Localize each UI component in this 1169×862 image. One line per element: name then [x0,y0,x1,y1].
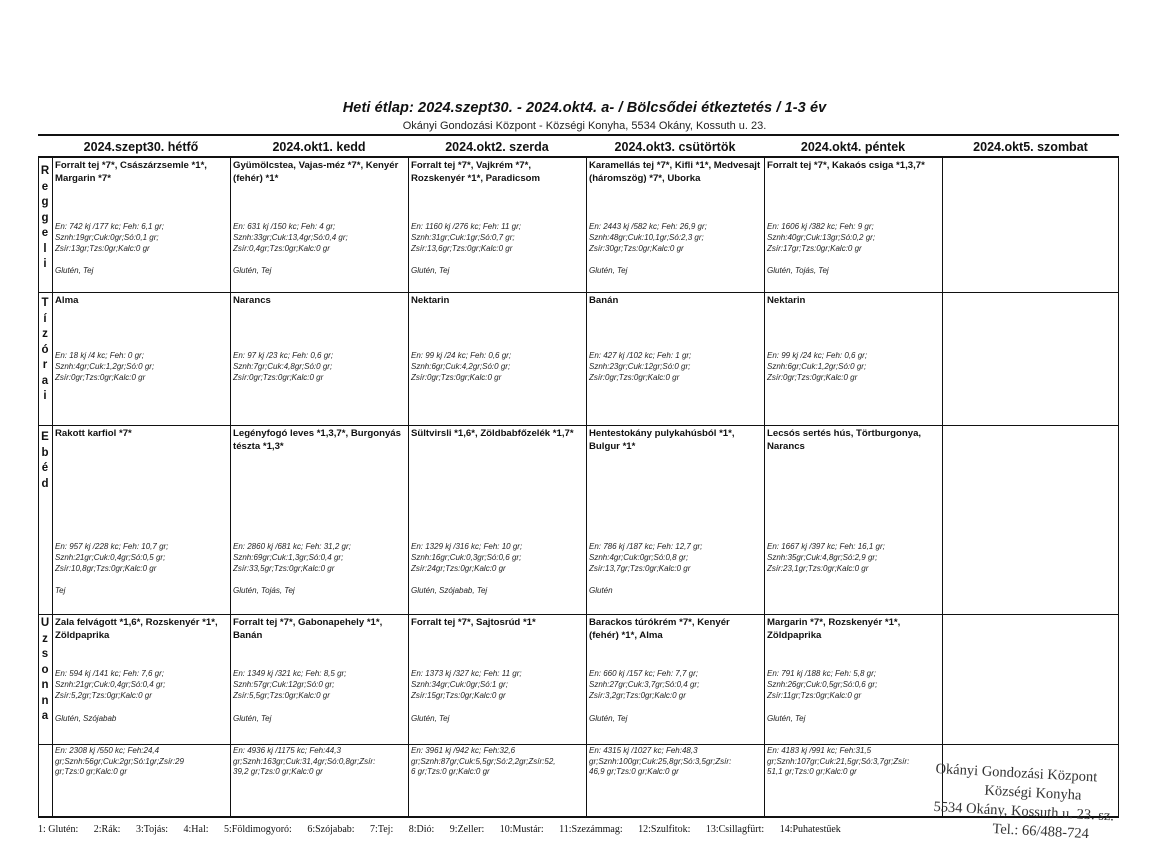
nutrition-line: En: 18 kj /4 kc; Feh: 0 gr; [55,351,144,360]
daily-total-cell [587,745,763,816]
meal-cell [409,158,585,292]
menu-items: Sültvirsli *1,6*, Zöldbabfőzelék *1,7* [411,428,574,439]
nutrition-line: En: 786 kj /187 kc; Feh: 12,7 gr; [589,542,703,551]
menu-items: Rakott karfiol *7* [55,428,132,439]
menu-items: Gyümölcstea, Vajas-méz *7*, Kenyér (fehér) *1* [233,160,399,184]
nutrition-line: Sznh:57gr;Cuk:12gr;Só:0 gr; [233,680,335,689]
legend-item: 9:Zeller: [449,824,485,835]
nutrition-line: En: 1373 kj /327 kc; Feh: 11 gr; [411,669,522,678]
top-rule [38,134,1119,136]
menu-items: Nektarin [767,295,806,306]
nutrition-line: En: 957 kj /228 kc; Feh: 10,7 gr; [55,542,169,551]
nutrition-line: Sznh:6gr;Cuk:4,2gr;Só:0 gr; [411,362,511,371]
nutrition-line: Zsír:0gr;Tzs:0gr;Kalc:0 gr [589,373,680,382]
legend-item: 10:Mustár: [499,824,544,835]
daily-total: En: 4183 kj /991 kc; Feh:31,5 gr;Sznh:107gr;Cuk:21,5gr;Só:3,7gr;Zsír: 51,1 gr;Tzs:0 gr;Kalc:0 gr [767,746,910,776]
nutrition-line: Sznh:4gr;Cuk:0gr;Só:0,8 gr; [589,553,689,562]
nutrition-line: Sznh:21gr;Cuk:0,4gr;Só:0,4 gr; [55,680,166,689]
meal-cell [231,426,407,614]
allergen-list: Glutén, Tej [233,266,272,275]
meal-cell [231,158,407,292]
row-label-tizorai: T í z ó r a i [41,297,49,402]
nutrition-line: En: 631 kj /150 kc; Feh: 4 gr; [233,222,336,231]
legend-item: 11:Szezámmag: [559,824,623,835]
daily-total: En: 2308 kj /550 kc; Feh:24,4 gr;Sznh:56gr;Cuk:2gr;Só:1gr;Zsír:29 gr;Tzs:0 gr;Kalc:0 gr [55,746,184,776]
allergen-list: Glutén, Tej [411,266,450,275]
allergen-list: Glutén, Szójabab [55,714,117,723]
meal-cell [409,615,585,744]
allergen-list: Glutén, Tej [233,714,272,723]
row-label-reggeli: R e g g e l i [40,165,50,270]
nutrition-line: Zsír:0,4gr;Tzs:0gr;Kalc:0 gr [233,244,330,253]
daily-total: En: 4315 kj /1027 kc; Feh:48,3 gr;Sznh:100gr;Cuk:25,8gr;Só:3,5gr;Zsír: 46,9 gr;Tzs:0 gr;Kalc:0 gr [589,746,732,776]
meal-cell [231,615,407,744]
allergen-list: Glutén, Tojás, Tej [767,266,829,275]
nutrition-line: Sznh:16gr;Cuk:0,3gr;Só:0,6 gr; [411,553,522,562]
meal-cell [587,615,763,744]
nutrition-line: Zsír:3,2gr;Tzs:0gr;Kalc:0 gr [589,691,686,700]
nutrition-line: Zsír:15gr;Tzs:0gr;Kalc:0 gr [411,691,506,700]
allergen-list: Glutén, Tej [55,266,94,275]
nutrition-line: Zsír:17gr;Tzs:0gr;Kalc:0 gr [767,244,862,253]
nutrition-line: En: 1329 kj /316 kc; Feh: 10 gr; [411,542,523,551]
day-header-wednesday: 2024.okt2. szerda [445,140,549,154]
nutrition-line: En: 97 kj /23 kc; Feh: 0,6 gr; [233,351,334,360]
nutrition-line: Zsír:23,1gr;Tzs:0gr;Kalc:0 gr [767,564,869,573]
nutrition-line: Sznh:21gr;Cuk:0,4gr;Só:0,5 gr; [55,553,166,562]
nutrition-line: Zsír:13,6gr;Tzs:0gr;Kalc:0 gr [411,244,513,253]
daily-total-cell [765,745,941,816]
allergen-legend [38,824,854,835]
menu-items: Nektarin [411,295,450,306]
menu-items: Narancs [233,295,271,306]
legend-item: 2:Rák: [93,824,121,835]
nutrition-line: Zsír:13,7gr;Tzs:0gr;Kalc:0 gr [589,564,691,573]
nutrition-line: Sznh:27gr;Cuk:3,7gr;Só:0,4 gr; [589,680,700,689]
nutrition-line: Zsír:5,5gr;Tzs:0gr;Kalc:0 gr [233,691,330,700]
col-divider [942,156,943,818]
meal-cell [53,158,229,292]
meal-cell [587,293,763,425]
day-header-tuesday: 2024.okt1. kedd [272,140,366,154]
nutrition-line: Sznh:48gr;Cuk:10,1gr;Só:2,3 gr; [589,233,704,242]
day-header-monday: 2024.szept30. hétfő [83,140,199,154]
daily-total-cell [231,745,407,816]
nutrition-line: En: 99 kj /24 kc; Feh: 0,6 gr; [767,351,868,360]
day-header-saturday: 2024.okt5. szombat [973,140,1088,154]
menu-table [38,138,1119,818]
nutrition-line: En: 1160 kj /276 kc; Feh: 11 gr; [411,222,521,231]
menu-items: Lecsós sertés hús, Törtburgonya, Narancs [767,428,922,452]
row-label-ebed: E b é d [41,431,49,490]
nutrition-line: Sznh:4gr;Cuk:1,2gr;Só:0 gr; [55,362,155,371]
meal-cell [231,293,407,425]
nutrition-line: Zsír:33,5gr;Tzs:0gr;Kalc:0 gr [233,564,335,573]
daily-total: En: 3961 kj /942 kc; Feh:32,6 gr;Sznh:87gr;Cuk:5,5gr;Só:2,2gr;Zsír:52, 6 gr;Tzs:0 gr;Kalc:0 gr [411,746,556,776]
day-header-friday: 2024.okt4. péntek [800,140,906,154]
menu-items: Legényfogó leves *1,3,7*, Burgonyás tészta *1,3* [233,428,401,452]
meal-cell [409,426,585,614]
meal-cell [409,293,585,425]
legend-item: 14:Puhatestűek [779,824,841,835]
nutrition-line: Sznh:40gr;Cuk:13gr;Só:0,2 gr; [767,233,876,242]
nutrition-line: Zsír:0gr;Tzs:0gr;Kalc:0 gr [411,373,502,382]
nutrition-line: En: 2443 kj /582 kc; Feh: 26,9 gr; [589,222,707,231]
allergen-list: Glutén, Tej [767,714,806,723]
daily-total: En: 4936 kj /1175 kc; Feh:44,3 gr;Sznh:163gr;Cuk:31,4gr;Só:0,8gr;Zsír: 39,2 gr;Tzs:0 gr;Kalc:0 gr [233,746,376,776]
menu-items: Forralt tej *7*, Gabonapehely *1*, Banán [233,617,383,641]
allergen-list: Glutén [589,586,613,595]
menu-items: Margarin *7*, Rozskenyér *1*, Zöldpaprika [767,617,901,641]
daily-total-cell [53,745,229,816]
legend-item: 5:Földimogyoró: [224,824,292,835]
nutrition-line: Sznh:34gr;Cuk:0gr;Só:1 gr; [411,680,508,689]
menu-items: Forralt tej *7*, Vajkrém *7*, Rozskenyér *1*, Paradicsom [411,160,541,184]
daily-total-cell [409,745,585,816]
nutrition-line: Zsír:10,8gr;Tzs:0gr;Kalc:0 gr [55,564,157,573]
nutrition-line: Zsír:24gr;Tzs:0gr;Kalc:0 gr [411,564,506,573]
nutrition-line: Sznh:7gr;Cuk:4,8gr;Só:0 gr; [233,362,333,371]
nutrition-line: En: 2860 kj /681 kc; Feh: 31,2 gr; [233,542,351,551]
meal-cell [765,426,941,614]
nutrition-line: Sznh:6gr;Cuk:1,2gr;Só:0 gr; [767,362,867,371]
allergen-list: Glutén, Tej [411,714,450,723]
meal-cell [53,426,229,614]
menu-items: Forralt tej *7*, Császárzsemle *1*, Margarin *7* [55,160,207,184]
col-divider [1118,156,1119,818]
menu-items: Forralt tej *7*, Kakaós csiga *1,3,7* [767,160,925,171]
nutrition-line: Zsír:0gr;Tzs:0gr;Kalc:0 gr [767,373,858,382]
institution-stamp: Okányi Gondozási Központ Községi Konyha 5534 Okány, Kossuth u. 23. sz. Tel.: 66/488-724 [933,760,1115,843]
nutrition-line: Zsír:0gr;Tzs:0gr;Kalc:0 gr [55,373,146,382]
legend-item: 1: Glutén: [38,824,79,835]
legend-item: 4:Hal: [183,824,209,835]
nutrition-line: Zsír:30gr;Tzs:0gr;Kalc:0 gr [589,244,684,253]
nutrition-line: En: 594 kj /141 kc; Feh: 7,6 gr; [55,669,164,678]
meal-cell [53,293,229,425]
meal-cell [765,615,941,744]
menu-items: Barackos túrókrém *7*, Kenyér (fehér) *1*, Alma [589,617,730,641]
menu-items: Banán [589,295,619,306]
allergen-list: Glutén, Tojás, Tej [233,586,295,595]
nutrition-line: En: 742 kj /177 kc; Feh: 6,1 gr; [55,222,164,231]
nutrition-line: En: 1349 kj /321 kc; Feh: 8,5 gr; [233,669,347,678]
day-header-thursday: 2024.okt3. csütörtök [614,140,736,154]
nutrition-line: Sznh:26gr;Cuk:0,5gr;Só:0,6 gr; [767,680,878,689]
menu-items: Karamellás tej *7*, Kifli *1*, Medvesajt (háromszög) *7*, Uborka [589,160,761,184]
nutrition-line: Zsír:11gr;Tzs:0gr;Kalc:0 gr [767,691,862,700]
row-label-uzsonna: U z s o n n a [40,617,50,722]
allergen-list: Glutén, Tej [589,714,628,723]
nutrition-line: En: 99 kj /24 kc; Feh: 0,6 gr; [411,351,512,360]
page-title: Heti étlap: 2024.szept30. - 2024.okt4. a- / Bölcsődei étkeztetés / 1-3 év [342,100,827,116]
nutrition-line: En: 1667 kj /397 kc; Feh: 16,1 gr; [767,542,885,551]
nutrition-line: Zsír:13gr;Tzs:0gr;Kalc:0 gr [55,244,150,253]
meal-cell [587,426,763,614]
menu-items: Zala felvágott *1,6*, Rozskenyér *1*, Zöldpaprika [55,617,218,641]
nutrition-line: Sznh:31gr;Cuk:1gr;Só:0,7 gr; [411,233,515,242]
legend-item: 7:Tej: [370,824,394,835]
meal-cell [53,615,229,744]
allergen-list: Glutén, Tej [589,266,628,275]
nutrition-line: En: 791 kj /188 kc; Feh: 5,8 gr; [767,669,876,678]
meal-cell [765,158,941,292]
menu-items: Forralt tej *7*, Sajtosrúd *1* [411,617,536,628]
menu-items: Alma [55,295,79,306]
page-subtitle: Okányi Gondozási Központ - Községi Konyha, 5534 Okány, Kossuth u. 23. [402,120,767,132]
nutrition-line: En: 660 kj /157 kc; Feh: 7,7 gr; [589,669,698,678]
nutrition-line: Sznh:69gr;Cuk:1,3gr;Só:0,4 gr; [233,553,344,562]
nutrition-line: Zsír:0gr;Tzs:0gr;Kalc:0 gr [233,373,324,382]
menu-items: Hentestokány pulykahúsból *1*, Bulgur *1* [589,428,735,452]
allergen-list: Glutén, Szójabab, Tej [411,586,488,595]
nutrition-line: Zsír:5,2gr;Tzs:0gr;Kalc:0 gr [55,691,152,700]
nutrition-line: Sznh:33gr;Cuk:13,4gr;Só:0,4 gr; [233,233,348,242]
legend-item: 8:Dió: [408,824,435,835]
meal-cell [587,158,763,292]
nutrition-line: Sznh:23gr;Cuk:12gr;Só:0 gr; [589,362,691,371]
nutrition-line: Sznh:19gr;Cuk:0gr;Só:0,1 gr; [55,233,159,242]
legend-item: 6:Szójabab: [307,824,355,835]
legend-item: 3:Tojás: [135,824,169,835]
allergen-list: Tej [55,586,66,595]
nutrition-line: En: 1606 kj /382 kc; Feh: 9 gr; [767,222,874,231]
legend-item: 12:Szulfitok: [638,824,691,835]
nutrition-line: En: 427 kj /102 kc; Feh: 1 gr; [589,351,692,360]
legend-item: 13:Csillagfürt: [705,824,765,835]
meal-cell [765,293,941,425]
nutrition-line: Sznh:35gr;Cuk:4,8gr;Só:2,9 gr; [767,553,878,562]
